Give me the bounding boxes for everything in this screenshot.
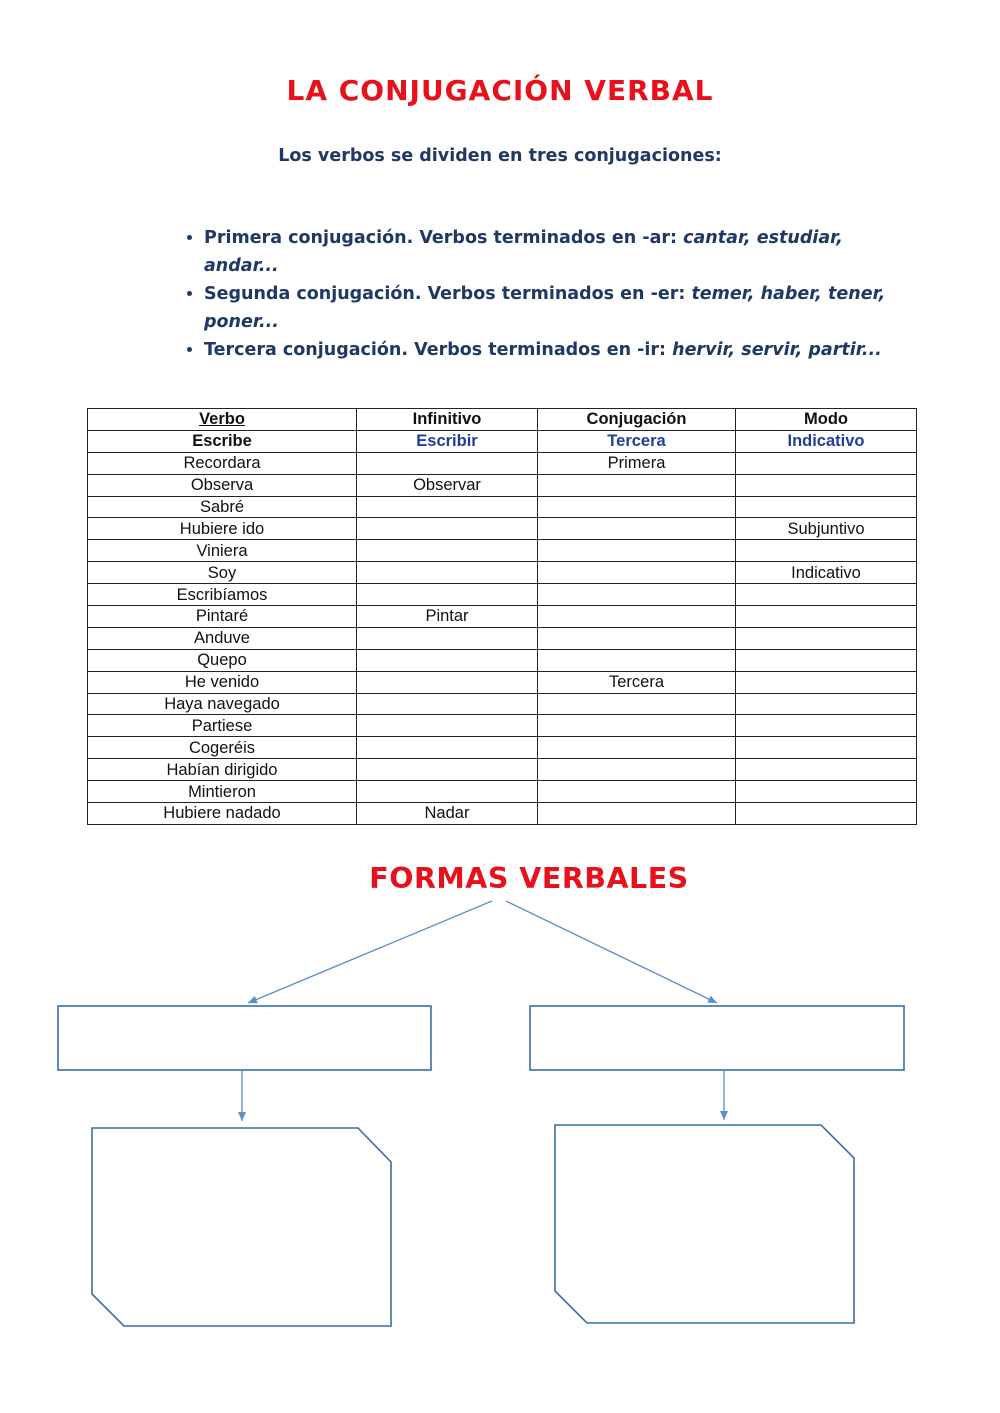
arrow-to-right-box [506, 901, 717, 1003]
header-verbo: Verbo [88, 409, 357, 431]
forms-title: FORMAS VERBALES [369, 862, 689, 895]
cell-verbo: Hubiere nadado [88, 803, 357, 825]
bullet-examples: cantar, estudiar, andar... [204, 228, 843, 276]
cell-verbo: Anduve [88, 627, 357, 649]
cell-infinitivo[interactable]: Observar [357, 474, 538, 496]
cell-verbo: Haya navegado [88, 693, 357, 715]
left-answer-box[interactable] [58, 1006, 431, 1070]
cell-verbo: Hubiere ido [88, 518, 357, 540]
cell-verbo: Escribíamos [88, 584, 357, 606]
cell-verbo: Escribe [88, 430, 357, 452]
cell-conjugacion[interactable]: Tercera [538, 671, 736, 693]
cell-conjugacion[interactable]: Primera [538, 452, 736, 474]
right-answer-panel[interactable] [555, 1125, 854, 1323]
page-title: LA CONJUGACIÓN VERBAL [286, 74, 714, 107]
cell-verbo: Sabré [88, 496, 357, 518]
cell-verbo: Mintieron [88, 781, 357, 803]
subtitle: Los verbos se dividen en tres conjugaciones: [278, 146, 722, 166]
cell-infinitivo[interactable]: Pintar [357, 606, 538, 628]
header-modo: Modo [736, 409, 917, 431]
bullet-lead: Tercera conjugación. Verbos terminados en -ir: [204, 340, 673, 360]
right-answer-box[interactable] [530, 1006, 904, 1070]
bullet-examples: temer, haber, tener, poner... [204, 284, 886, 332]
cell-verbo: Recordara [88, 452, 357, 474]
cell-conjugacion[interactable]: Tercera [538, 430, 736, 452]
cell-verbo: Pintaré [88, 606, 357, 628]
header-infinitivo: Infinitivo [357, 409, 538, 431]
cell-verbo: Viniera [88, 540, 357, 562]
bullet-lead: Segunda conjugación. Verbos terminados en -er: [204, 284, 692, 304]
bullet-examples: hervir, servir, partir... [672, 340, 882, 360]
left-answer-panel[interactable] [92, 1128, 391, 1326]
cell-verbo: He venido [88, 671, 357, 693]
cell-verbo: Habían dirigido [88, 759, 357, 781]
cell-infinitivo[interactable]: Nadar [357, 803, 538, 825]
cell-modo[interactable]: Indicativo [736, 430, 917, 452]
cell-modo[interactable]: Indicativo [736, 562, 917, 584]
cell-verbo: Cogeréis [88, 737, 357, 759]
cell-verbo: Partiese [88, 715, 357, 737]
arrow-to-left-box [248, 901, 492, 1003]
cell-verbo: Quepo [88, 649, 357, 671]
bullet-lead: Primera conjugación. Verbos terminados en -ar: [204, 228, 684, 248]
header-conjugacion: Conjugación [538, 409, 736, 431]
cell-verbo: Observa [88, 474, 357, 496]
cell-infinitivo[interactable]: Escribir [357, 430, 538, 452]
cell-modo[interactable]: Subjuntivo [736, 518, 917, 540]
cell-verbo: Soy [88, 562, 357, 584]
